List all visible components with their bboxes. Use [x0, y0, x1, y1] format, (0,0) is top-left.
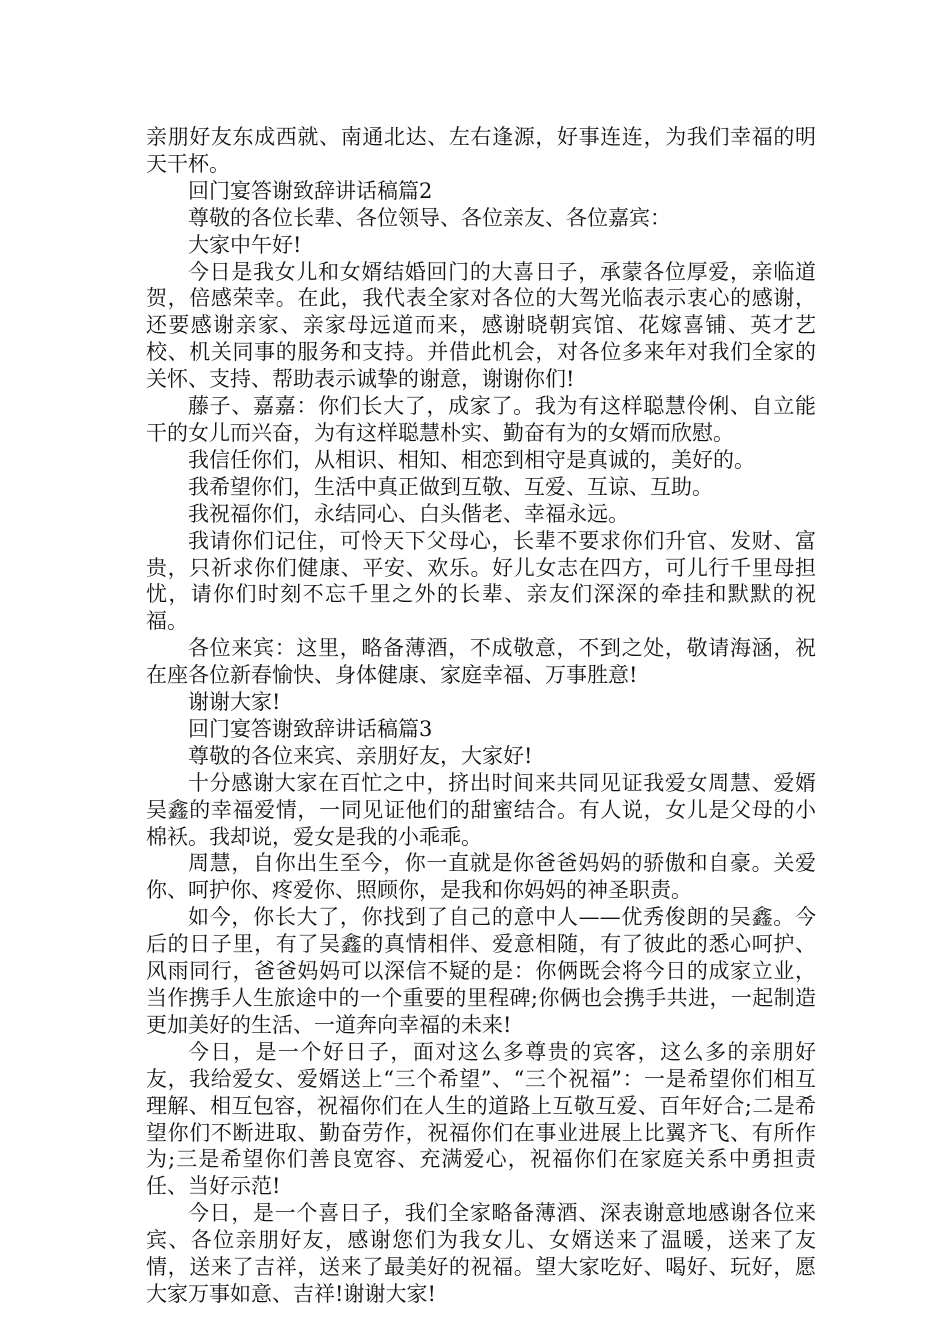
paragraph: 藤子、嘉嘉：你们长大了，成家了。我为有这样聪慧伶俐、自立能干的女儿而兴奋，为有这样聪慧朴实、勤奋有为的女婿而欣慰。	[146, 394, 816, 445]
paragraph: 我信任你们，从相识、相知、相恋到相守是真诚的，美好的。	[188, 447, 755, 472]
paragraph: 十分感谢大家在百忙之中，挤出时间来共同见证我爱女周慧、爱婿吴鑫的幸福爱情，一同见证他们的甜蜜结合。有人说，女儿是父母的小棉袄。我却说，爱女是我的小乖乖。	[146, 770, 816, 849]
paragraph: 今日是我女儿和女婿结婚回门的大喜日子，承蒙各位厚爱，亲临道贺，倍感荣幸。在此，我代表全家对各位的大驾光临表示衷心的感谢，还要感谢亲家、亲家母远道而来，感谢晓朝宾馆、花嫁喜铺、英才艺校、机关同事的服务和支持。并借此机会，对各位多来年对我们全家的关怀、支持、帮助表示诚挚的谢意，谢谢你们!	[146, 259, 816, 392]
paragraph: 各位来宾：这里，略备薄酒，不成敬意，不到之处，敬请海涵，祝在座各位新春愉快、身体健康、家庭幸福、万事胜意!	[146, 636, 816, 688]
paragraph-continuation: 亲朋好友东成西就、南通北达、左右逢源，好事连连，为我们幸福的明天干杯。	[146, 125, 816, 176]
document-body	[146, 124, 816, 1308]
section-heading-2: 回门宴答谢致辞讲话稿篇2	[188, 178, 433, 203]
paragraph: 今日，是一个好日子，面对这么多尊贵的宾客，这么多的亲朋好友，我给爱女、爱婿送上“三个希望”、“三个祝福”：一是希望你们相互理解、相互包容，祝福你们在人生的道路上互敬互爱、百年好合;二是希望你们不断进取、勤奋劳作，祝福你们在事业进展上比翼齐飞、有所作为;三是希望你们善良宽容、充满爱心，祝福你们在家庭关系中勇担责任、当好示范!	[146, 1039, 816, 1199]
paragraph: 周慧，自你出生至今，你一直就是你爸爸妈妈的骄傲和自豪。关爱你、呵护你、疼爱你、照顾你，是我和你妈妈的神圣职责。	[146, 851, 816, 903]
paragraph: 如今，你长大了，你找到了自己的意中人——优秀俊朗的吴鑫。今后的日子里，有了吴鑫的真情相伴、爱意相随，有了彼此的悉心呵护、风雨同行，爸爸妈妈可以深信不疑的是：你俩既会将今日的成家立业，当作携手人生旅途中的一个重要的里程碑;你俩也会携手共进，一起制造更加美好的生活、一道奔向幸福的未来!	[146, 905, 816, 1037]
closing-thanks: 谢谢大家!	[188, 690, 281, 715]
paragraph: 我请你们记住，可怜天下父母心，长辈不要求你们升官、发财、富贵，只祈求你们健康、平安、欢乐。好儿女志在四方，可儿行千里母担忧，请你们时刻不忘千里之外的长辈、亲友们深深的牵挂和默默的祝福。	[146, 528, 816, 634]
salutation: 尊敬的各位来宾、亲朋好友，大家好!	[188, 743, 533, 768]
greeting: 大家中午好!	[188, 232, 302, 257]
paragraph: 我希望你们，生活中真正做到互敬、互爱、互谅、互助。	[188, 474, 713, 499]
paragraph: 我祝福你们，永结同心、白头偕老、幸福永远。	[188, 501, 629, 526]
section-heading-3: 回门宴答谢致辞讲话稿篇3	[188, 716, 433, 741]
paragraph: 今日，是一个喜日子，我们全家略备薄酒、深表谢意地感谢各位来宾、各位亲朋好友，感谢您们为我女儿、女婿送来了温暖，送来了友情，送来了吉祥，送来了最美好的祝福。望大家吃好、喝好、玩好，愿大家万事如意、吉祥!谢谢大家!	[146, 1201, 816, 1306]
salutation: 尊敬的各位长辈、各位领导、各位亲友、各位嘉宾：	[188, 205, 671, 230]
